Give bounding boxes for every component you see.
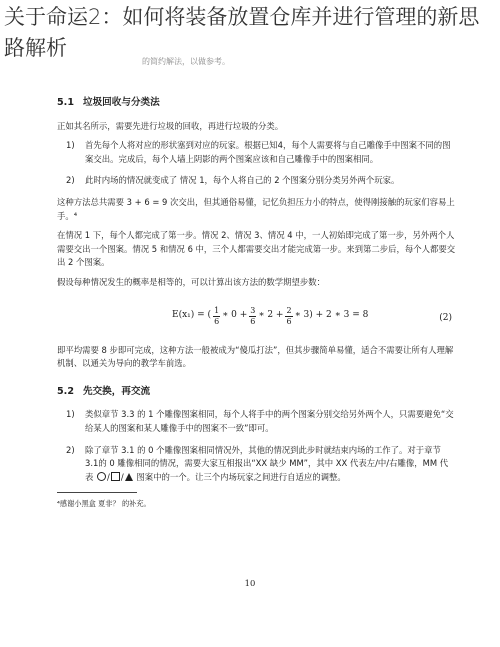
section-number: 5.1 (57, 97, 74, 108)
list-text-part: 图案中的一个。让三个内场玩家之间进行自适应的调整。 (136, 471, 346, 482)
footnote-divider (57, 492, 137, 493)
equation (57, 300, 456, 334)
page-number: 10 (244, 578, 256, 588)
fraction (249, 306, 256, 327)
triangle-shape-icon (125, 473, 133, 481)
list-item (57, 408, 456, 435)
paragraph: 正如其名所示，需要先进行垃圾的回收，再进行垃圾的分类。 (57, 120, 284, 131)
section-title: 垃圾回收与分类法 (83, 97, 160, 108)
list-number: 2) (66, 175, 75, 186)
frac-den: 6 (286, 316, 292, 326)
list-text: 首先每个人将对应的形状塞到对应的玩家。根据已知4，每个人需要将与自己雕像手中图案不同的图案交出。完成后，每个人墙上阴影的两个图案应该和自己雕像手中的图案相同。 (85, 140, 451, 164)
under-title-text: 的简约解法，以做参考。 (142, 57, 230, 66)
list-item (57, 174, 456, 188)
equation-formula (172, 306, 368, 327)
section-heading-5-1 (57, 96, 456, 110)
fraction (213, 306, 220, 327)
footnote: ⁴感谢小黑盒 夏非？ 的补充。 (57, 499, 151, 509)
frac-num: 3 (250, 305, 256, 315)
eq-lhs: E(x₁) = ( (172, 310, 212, 321)
list-text: 此时内场的情况就变成了 情况 1，每个人将自己的 2 个图案分别分类另外两个玩家。 (85, 175, 400, 186)
eq-mid: ∗ 0 + (222, 310, 248, 321)
circle-shape-icon (97, 472, 106, 481)
equation-number: (2) (439, 312, 452, 323)
list-number: 2) (66, 444, 75, 455)
eq-rhs: ∗ 3) + 2 ∗ 3 = 8 (294, 310, 369, 321)
section-number: 5.2 (57, 385, 74, 397)
section-title: 先交换，再交流 (83, 385, 151, 397)
eq-mid: ∗ 2 + (258, 310, 284, 321)
paragraph: 这种方法总共需要 3 + 6 = 9 次交出，但其通俗易懂，记忆负担压力小的特点，使得刚接触的玩家们容易上手。⁴ (57, 196, 455, 221)
list-number: 1) (66, 409, 75, 420)
page-body (57, 96, 456, 511)
list-text: 类似章节 3.3 的 1 个雕像图案相同，每个人将手中的两个图案分别交给另外两个人，只需要避免“交给某人的图案和某人雕像手中的图案不一致”即可。 (85, 409, 454, 433)
square-shape-icon (111, 472, 120, 481)
frac-den: 6 (214, 316, 220, 326)
list-item (57, 139, 456, 166)
list-item (57, 444, 456, 485)
frac-den: 6 (250, 316, 256, 326)
paragraph: 即平均需要 8 步即可完成，这种方法一般被成为“傻瓜打法”，但其步骤简单易懂，适合不需要让所有人理解机制、以通关为导向的教学车前选。 (57, 344, 454, 369)
frac-num: 1 (214, 305, 220, 315)
list-text: 除了章节 3.1 的 0 个雕像图案相同情况外，其他的情况到此步时就结束内场的工作了。对于章节 3.1的 0 雕像相同的情况，需要大家互相报出“XX 缺少 MM”，其中 XX 代表左/中/右雕像，MM 代表 / / 图案中的一个。让三个内场玩家之间进行自适应的调整。 (85, 444, 449, 482)
list-text-part: 除了章节 3.1 的 0 个雕像图案相同情况外，其他的情况到此步时就结束内场的工作了。对于章节 3.1的 0 雕像相同的情况，需要大家互相报出“XX 缺少 MM”，其中 XX 代表左/中/右雕像，MM 代表 (85, 444, 449, 482)
list-number: 1) (66, 140, 75, 151)
fraction (285, 306, 292, 327)
overlay-title: 关于命运2：如何将装备放置仓库并进行管理的新思路解析 (4, 5, 480, 60)
frac-num: 2 (286, 305, 292, 315)
section-heading-5-2 (57, 385, 456, 399)
paragraph: 假设每种情况发生的概率是相等的，可以计算出该方法的数学期望步数： (57, 276, 325, 287)
paragraph: 在情况 1 下，每个人都完成了第一步。情况 2、情况 3、情况 4 中，一人初始即完成了第一步，另外两个人需要交出一个图案。情况 5 和情况 6 中，三个人都需要交出才能完成第一步。来到第二步后，每个人都要交出 2 个图案。 (57, 230, 456, 268)
